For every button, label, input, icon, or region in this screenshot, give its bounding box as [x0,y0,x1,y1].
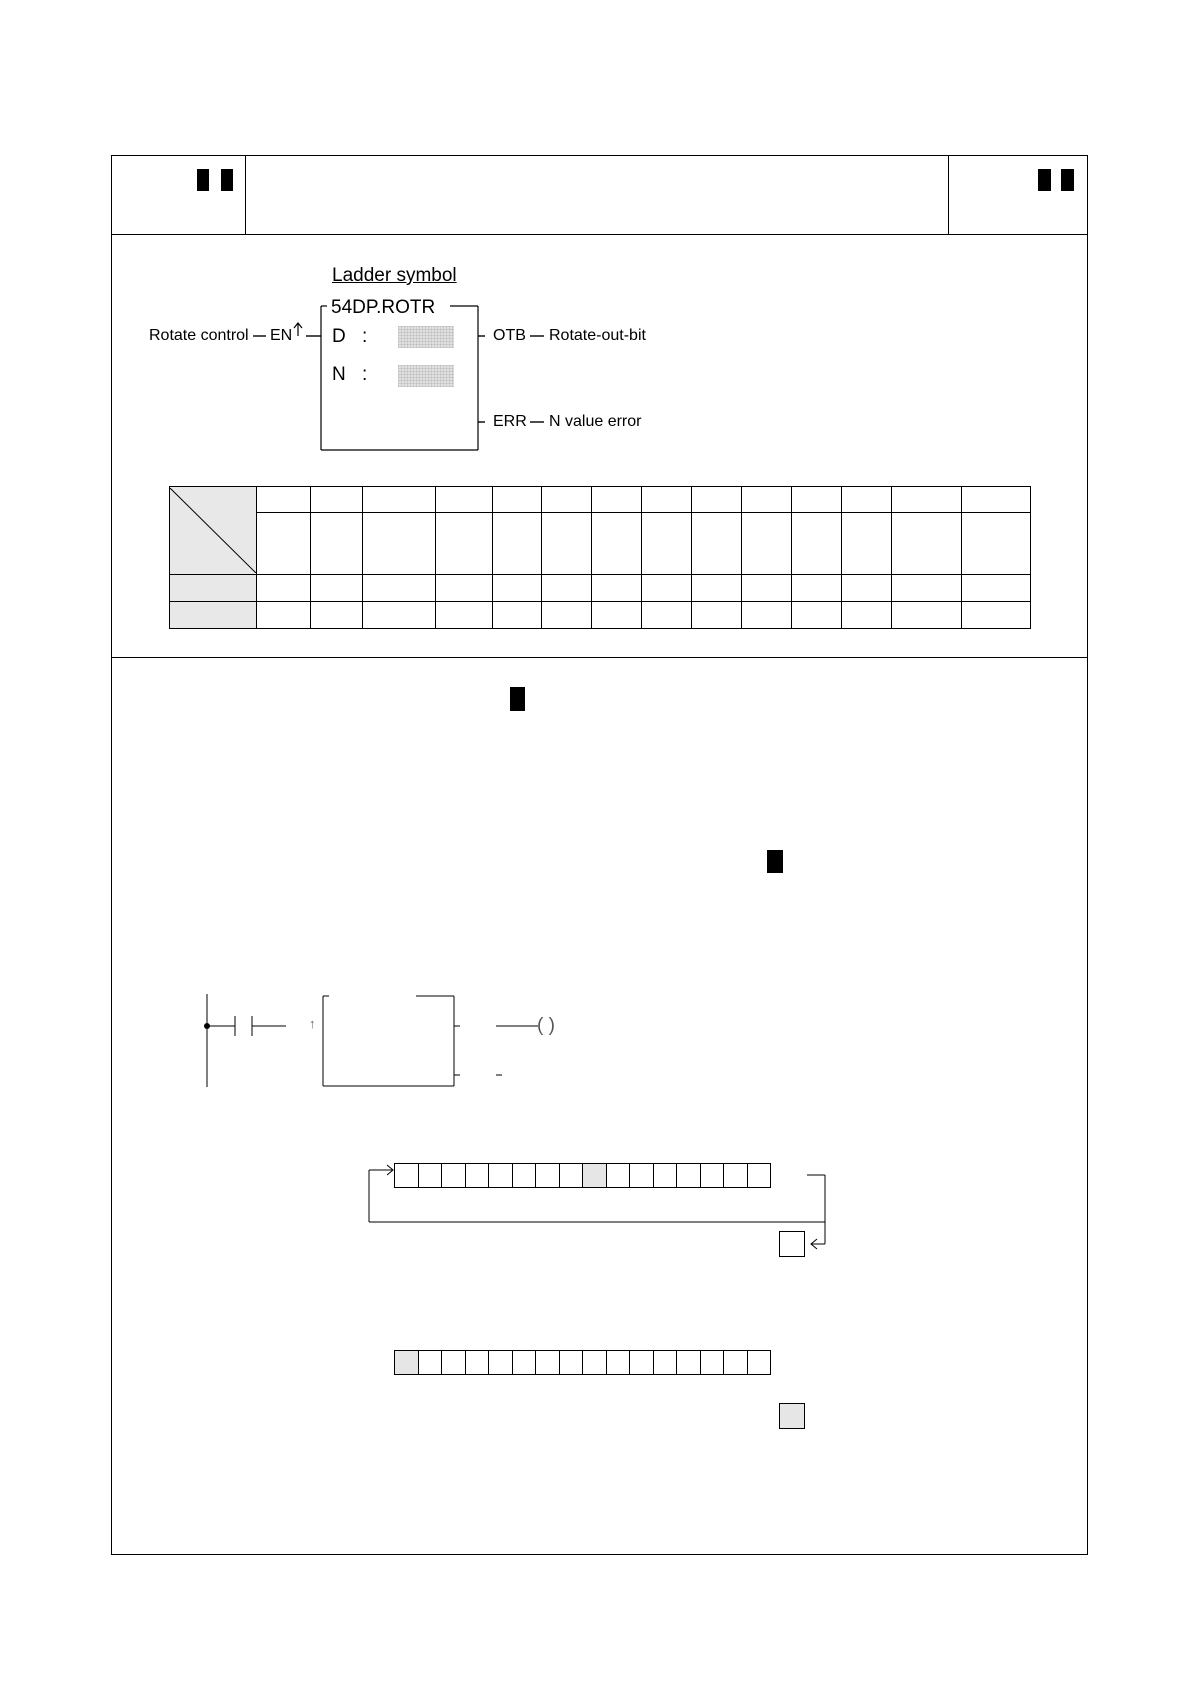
ladder-symbol-title: Ladder symbol [332,265,457,286]
example-ladder-diagram [198,988,578,1090]
header-right-glyph [1038,169,1051,191]
header-divider [111,234,1088,235]
carry-bit-after [779,1403,805,1429]
en-pin-label: EN [270,327,293,344]
operand-n-colon: : [362,364,368,385]
err-description: N value error [549,413,642,430]
operand-d-field [398,326,454,348]
text-marker [510,687,525,711]
header-left-glyph [197,169,209,191]
operand-d-label: D [332,326,346,347]
rotation-arrow-path [362,1160,832,1260]
header-right-divider [948,155,949,234]
operand-d-colon: : [362,326,368,347]
register-after [394,1350,770,1375]
enable-input-label: Rotate control [149,327,249,344]
table-row [170,601,1031,628]
table-row [170,574,1031,601]
output-coil: ( ) [537,1015,555,1036]
section-divider [111,657,1088,658]
table-corner-cell [170,487,257,575]
operand-n-field [398,365,454,387]
instruction-name: 54DP.ROTR [331,297,436,318]
operand-n-label: N [332,364,346,385]
otb-description: Rotate-out-bit [549,327,646,344]
text-marker [767,850,783,873]
operand-range-table [169,486,1031,629]
rising-edge-mark: ↑ [309,1016,316,1031]
carry-bit-before [779,1231,805,1257]
header-left-divider [245,155,246,234]
otb-pin-label: OTB [493,327,526,344]
header-right-glyph [1061,169,1074,191]
err-pin-label: ERR [493,413,527,430]
header-left-glyph [221,169,233,191]
